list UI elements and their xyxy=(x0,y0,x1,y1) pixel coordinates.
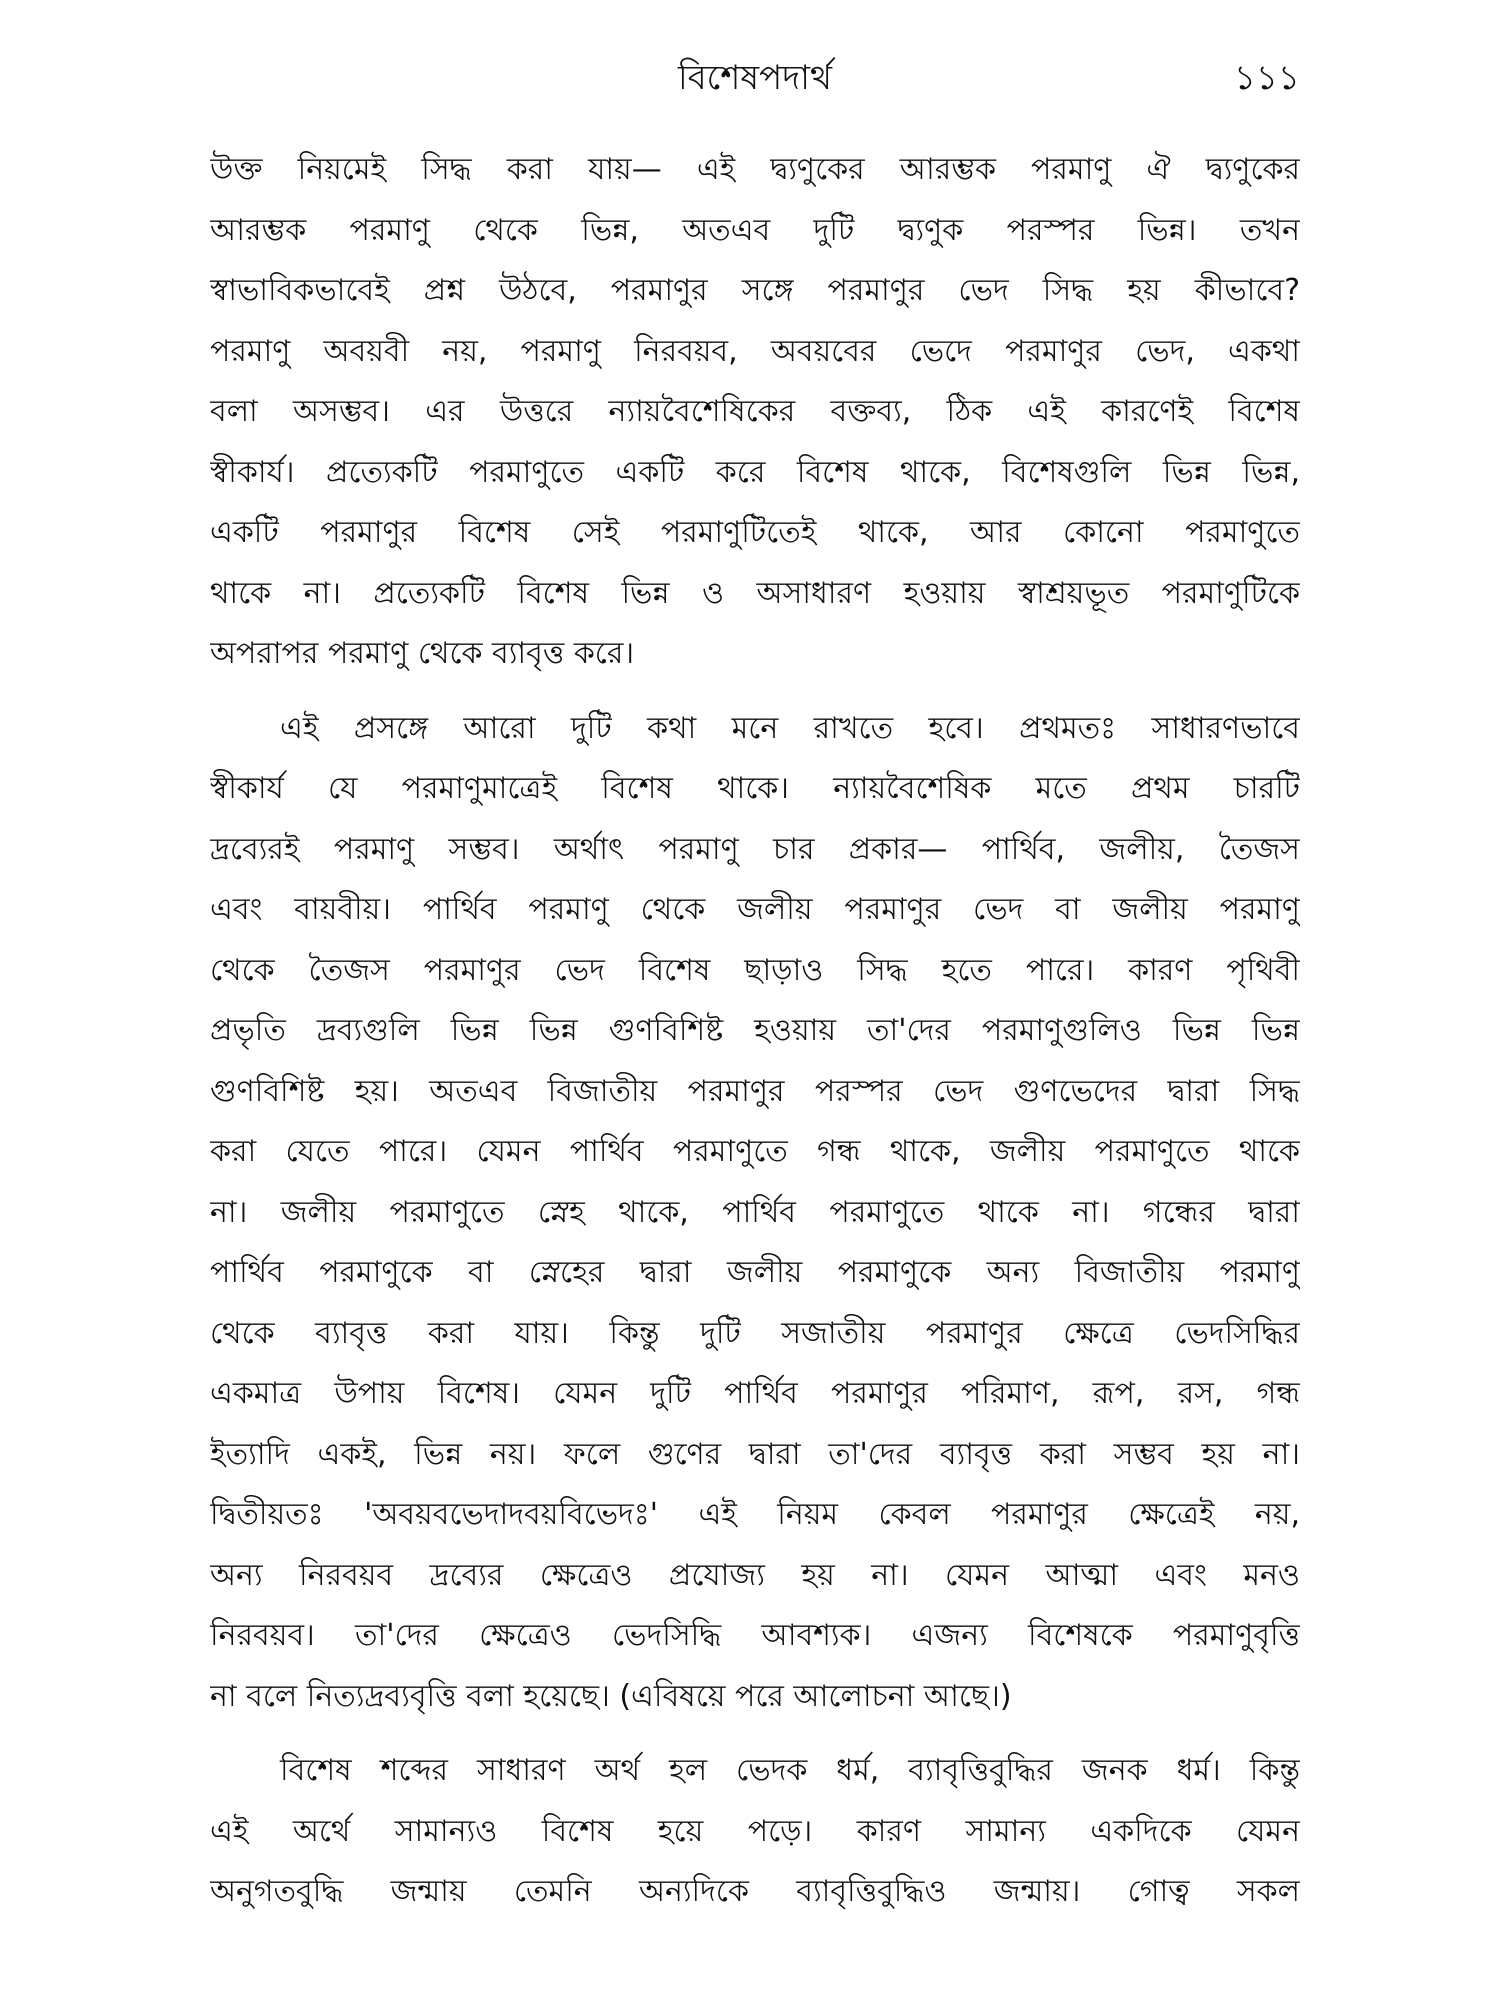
text-line: একমাত্র উপায় বিশেষ। যেমন দুটি পার্থিব পরমাণুর পরিমাণ, রূপ, রস, গন্ধ xyxy=(210,1376,1300,1411)
text-line: প্রভৃতি দ্রব্যগুলি ভিন্ন ভিন্ন গুণবিশিষ্ট হওয়ায় তা'দের পরমাণুগুলিও ভিন্ন ভিন্ন xyxy=(210,1013,1300,1048)
text-line: স্বীকার্য। প্রত্যেকটি পরমাণুতে একটি করে বিশেষ থাকে, বিশেষগুলি ভিন্ন ভিন্ন, xyxy=(210,454,1300,490)
text-line: বিশেষ শব্দের সাধারণ অর্থ হল ভেদক ধর্ম, ব্যাবৃত্তিবুদ্ধির জনক ধর্ম। কিন্তু xyxy=(280,1753,1300,1788)
text-line: গুণবিশিষ্ট হয়। অতএব বিজাতীয় পরমাণুর পরস্পর ভেদ গুণভেদের দ্বারা সিদ্ধ xyxy=(210,1073,1300,1109)
text-line: নিরবয়ব। তা'দের ক্ষেত্রেও ভেদসিদ্ধি আবশ্যক। এজন্য বিশেষকে পরমাণুবৃত্তি xyxy=(210,1618,1300,1653)
paragraph-1 xyxy=(210,140,1300,685)
text-line: থেকে তৈজস পরমাণুর ভেদ বিশেষ ছাড়াও সিদ্ধ হতে পারে। কারণ পৃথিবী xyxy=(210,952,1300,988)
text-line: পার্থিব পরমাণুকে বা স্নেহের দ্বারা জলীয় পরমাণুকে অন্য বিজাতীয় পরমাণু xyxy=(210,1255,1300,1290)
text-line: ইত্যাদি একই, ভিন্ন নয়। ফলে গুণের দ্বারা তা'দের ব্যাবৃত্ত করা সম্ভব হয় না। xyxy=(210,1436,1300,1472)
text-line: বলা অসম্ভব। এর উত্তরে ন্যায়বৈশেষিকের বক্তব্য, ঠিক এই কারণেই বিশেষ xyxy=(210,394,1300,429)
chapter-title: বিশেষপদার্থ xyxy=(678,58,832,98)
text-line: এবং বায়বীয়। পার্থিব পরমাণু থেকে জলীয় পরমাণুর ভেদ বা জলীয় পরমাণু xyxy=(210,892,1300,927)
text-line: স্বাভাবিকভাবেই প্রশ্ন উঠবে, পরমাণুর সঙ্গে পরমাণুর ভেদ সিদ্ধ হয় কীভাবে? xyxy=(210,273,1300,308)
page-number: ১১১ xyxy=(1233,58,1300,98)
text-line: না বলে নিত্যদ্রব্যবৃত্তি বলা হয়েছে। (এবিষয়ে পরে আলোচনা আছে।) xyxy=(210,1678,1012,1714)
text-line: দ্রব্যেরই পরমাণু সম্ভব। অর্থাৎ পরমাণু চার প্রকার— পার্থিব, জলীয়, তৈজস xyxy=(210,831,1300,867)
text-line: এই প্রসঙ্গে আরো দুটি কথা মনে রাখতে হবে। প্রথমতঃ সাধারণভাবে xyxy=(280,710,1300,746)
text-line: উক্ত নিয়মেই সিদ্ধ করা যায়— এই দ্ব্যণুকের আরম্ভক পরমাণু ঐ দ্ব্যণুকের xyxy=(210,152,1300,187)
paragraph-3 xyxy=(210,1741,1300,1923)
text-line: অন্য নিরবয়ব দ্রব্যের ক্ষেত্রেও প্রযোজ্য হয় না। যেমন আত্মা এবং মনও xyxy=(210,1557,1300,1593)
text-line: স্বীকার্য যে পরমাণুমাত্রেই বিশেষ থাকে। ন্যায়বৈশেষিক মতে প্রথম চারটি xyxy=(210,771,1300,806)
text-line: দ্বিতীয়তঃ 'অবয়বভেদাদবয়বিভেদঃ' এই নিয়ম কেবল পরমাণুর ক্ষেত্রেই নয়, xyxy=(210,1497,1300,1532)
body-text xyxy=(210,140,1300,1937)
text-line: অপরাপর পরমাণু থেকে ব্যাবৃত্ত করে। xyxy=(210,636,635,671)
text-line: থেকে ব্যাবৃত্ত করা যায়। কিন্তু দুটি সজাতীয় পরমাণুর ক্ষেত্রে ভেদসিদ্ধির xyxy=(210,1315,1300,1351)
paragraph-2 xyxy=(210,699,1300,1728)
text-line: অনুগতবুদ্ধি জন্মায় তেমনি অন্যদিকে ব্যাবৃত্তিবুদ্ধিও জন্মায়। গোত্ব সকল xyxy=(210,1874,1300,1909)
running-header xyxy=(210,48,1300,108)
text-line: না। জলীয় পরমাণুতে স্নেহ থাকে, পার্থিব পরমাণুতে থাকে না। গন্ধের দ্বারা xyxy=(210,1194,1300,1230)
text-line: করা যেতে পারে। যেমন পার্থিব পরমাণুতে গন্ধ থাকে, জলীয় পরমাণুতে থাকে xyxy=(210,1134,1300,1169)
text-line: থাকে না। প্রত্যেকটি বিশেষ ভিন্ন ও অসাধারণ হওয়ায় স্বাশ্রয়ভূত পরমাণুটিকে xyxy=(210,575,1300,611)
text-line: একটি পরমাণুর বিশেষ সেই পরমাণুটিতেই থাকে, আর কোনো পরমাণুতে xyxy=(210,515,1300,550)
text-line: আরম্ভক পরমাণু থেকে ভিন্ন, অতএব দুটি দ্ব্যণুক পরস্পর ভিন্ন। তখন xyxy=(210,212,1300,248)
text-line: পরমাণু অবয়বী নয়, পরমাণু নিরবয়ব, অবয়বের ভেদে পরমাণুর ভেদ, একথা xyxy=(210,333,1300,369)
text-line: এই অর্থে সামান্যও বিশেষ হয়ে পড়ে। কারণ সামান্য একদিকে যেমন xyxy=(210,1813,1300,1849)
